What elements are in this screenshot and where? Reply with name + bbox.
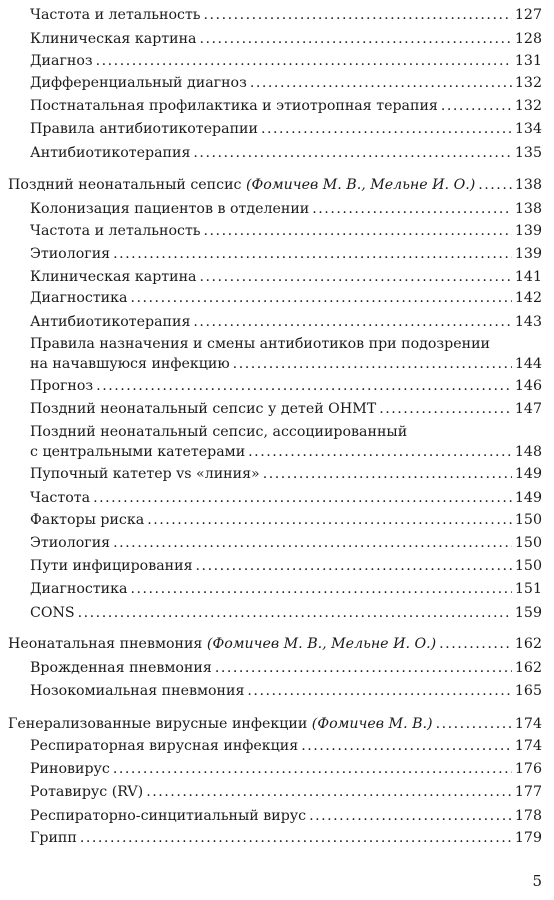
toc-entry-title-text: с центральными катетерами	[30, 444, 246, 460]
toc-entry-page: 150	[514, 558, 542, 574]
toc-entry-title-text: Риновирус	[30, 761, 110, 777]
toc-entry-title-text: Грипп	[30, 830, 77, 846]
toc-subentry[interactable]	[0, 463, 554, 485]
toc-section-entry[interactable]	[0, 633, 554, 655]
toc-entry-title	[30, 142, 190, 164]
toc-entry-page: 162	[514, 636, 542, 652]
toc-entry-title-text: Генерализованные вирусные инфекции	[8, 716, 308, 732]
dot-leader	[147, 509, 512, 531]
dot-leader	[193, 311, 512, 333]
toc-entry-title-text: Антибиотикотерапия	[30, 314, 191, 330]
toc-entry-title-text: Диагноз	[30, 53, 93, 69]
toc-entry-title	[30, 95, 438, 117]
toc-subentry[interactable]	[0, 198, 554, 220]
toc-entry-title	[30, 287, 127, 309]
toc-entry-line	[30, 578, 542, 600]
toc-entry-page: 147	[514, 401, 542, 417]
toc-subentry[interactable]	[0, 353, 554, 375]
toc-entry-title-text: Ротавирус (RV)	[30, 784, 144, 800]
toc-entry-title	[30, 487, 90, 509]
toc-entry-title-text: Нозокомиальная пневмония	[30, 683, 245, 699]
dot-leader	[130, 287, 511, 309]
toc-entry-title	[30, 657, 212, 679]
toc-subentry[interactable]	[0, 72, 554, 94]
toc-subentry[interactable]	[0, 578, 554, 600]
toc-entry-page: 177	[514, 784, 542, 800]
toc-entry-page: 139	[514, 223, 542, 239]
toc-entry-title-text: Клиническая картина	[30, 269, 197, 285]
toc-entry-line	[30, 441, 542, 463]
toc-entry-title-text: Правила антибиотикотерапии	[30, 121, 258, 137]
toc-entry-line	[30, 781, 542, 803]
toc-subentry[interactable]	[0, 735, 554, 757]
toc-entry-page: 143	[514, 314, 542, 330]
toc-entry-title-text: Прогноз	[30, 378, 94, 394]
toc-subentry[interactable]	[0, 142, 554, 164]
toc-subentry[interactable]	[0, 95, 554, 117]
toc-entry-line	[30, 398, 542, 420]
toc-entry-line	[30, 4, 542, 26]
toc-entry-title	[30, 680, 244, 702]
toc-entry-line	[30, 509, 542, 531]
toc-entry-page: 149	[514, 490, 542, 506]
toc-subentry[interactable]	[0, 220, 554, 242]
toc-entry-page: 174	[514, 716, 542, 732]
dot-leader	[309, 805, 512, 827]
toc-subentry[interactable]	[0, 781, 554, 803]
toc-subentry[interactable]	[0, 118, 554, 140]
toc-entry-page: 142	[514, 290, 542, 306]
toc-entry-title	[30, 353, 230, 375]
dot-leader	[196, 555, 512, 577]
toc-entry-line	[30, 353, 542, 375]
toc-entry-title	[30, 532, 110, 554]
dot-leader	[250, 72, 512, 94]
toc-entry-title	[30, 805, 306, 827]
toc-entry-line	[30, 555, 542, 577]
toc-entry-title-text: Этиология	[30, 535, 111, 551]
toc-entry-title	[30, 735, 298, 757]
dot-leader	[113, 532, 512, 554]
toc-entry-title-text: Антибиотикотерапия	[30, 145, 191, 161]
toc-subentry[interactable]	[0, 555, 554, 577]
toc-entry-title-text: Частота и летальность	[30, 223, 201, 239]
toc-entry-page: 132	[514, 75, 542, 91]
dot-leader	[146, 781, 512, 803]
toc-entry-line	[30, 72, 542, 94]
toc-entry-title-text: Колонизация пациентов в отделении	[30, 201, 310, 217]
toc-entry-page: 150	[514, 512, 542, 528]
toc-entry-title	[30, 509, 144, 531]
toc-entry-line	[30, 266, 542, 288]
toc-subentry[interactable]	[0, 287, 554, 309]
toc-entry-line	[30, 311, 542, 333]
toc-entry-page: 139	[514, 246, 542, 262]
dot-leader	[263, 463, 512, 485]
dot-leader	[96, 50, 512, 72]
toc-entry-line	[30, 602, 542, 624]
toc-entry-title	[30, 118, 258, 140]
toc-entry-line	[30, 532, 542, 554]
page-number: 5	[532, 872, 542, 890]
dot-leader	[204, 220, 512, 242]
toc-subentry[interactable]	[0, 827, 554, 849]
toc-entry-title-text: Частота и летальность	[30, 7, 201, 23]
toc-entry-title-text: Пупочный катетер vs «линия»	[30, 466, 260, 482]
toc-entry-title-text: CONS	[30, 605, 75, 621]
toc-entry-page: 131	[514, 53, 542, 69]
toc-entry-title-text: Частота	[30, 490, 91, 506]
toc-entry-page: 134	[514, 121, 542, 137]
toc-entry-page: 148	[514, 444, 542, 460]
toc-entry-line	[30, 827, 542, 849]
toc-entry-title-text: Факторы риска	[30, 512, 145, 528]
toc-entry-line	[30, 758, 542, 780]
toc-entry-title	[30, 243, 110, 265]
toc-entry-title	[30, 375, 93, 397]
dot-leader	[113, 243, 512, 265]
toc-entry-title	[30, 28, 197, 50]
toc-entry-line	[30, 680, 542, 702]
toc-entry-title-text: Дифференциальный диагноз	[30, 75, 247, 91]
toc-subentry[interactable]	[0, 311, 554, 333]
toc-entry-line	[8, 713, 542, 735]
toc-entry-title	[30, 578, 127, 600]
toc-entry-title	[30, 198, 309, 220]
dot-leader	[436, 713, 512, 735]
toc-entry-title-text: Клиническая картина	[30, 31, 197, 47]
dot-leader	[200, 28, 512, 50]
toc-entry-line	[30, 463, 542, 485]
toc-entry-line	[30, 95, 542, 117]
toc-entry-title-text: Неонатальная пневмония	[8, 636, 203, 652]
toc-subentry[interactable]	[0, 4, 554, 26]
toc-entry-page: 138	[514, 177, 542, 193]
dot-leader	[248, 441, 512, 463]
dot-leader	[439, 633, 512, 655]
dot-leader	[78, 602, 512, 624]
toc-entry-line	[30, 118, 542, 140]
toc-entry-title-text: Респираторная вирусная инфекция	[30, 738, 299, 754]
toc-subentry[interactable]	[0, 375, 554, 397]
toc-entry-title	[30, 758, 110, 780]
toc-entry-page: 146	[514, 378, 542, 394]
toc-entry-page: 144	[514, 356, 542, 372]
dot-leader	[93, 487, 512, 509]
toc-entry-title-text: Пути инфицирования	[30, 558, 193, 574]
toc-subentry[interactable]	[0, 532, 554, 554]
toc-entry-title	[8, 633, 436, 655]
toc-entry-line	[30, 805, 542, 827]
dot-leader	[96, 375, 512, 397]
dot-leader	[130, 578, 511, 600]
toc-entry-page: 159	[514, 605, 542, 621]
toc-entry-title-line1: Правила назначения и смены антибиотиков при подозрении	[30, 336, 490, 352]
toc-entry-line	[30, 375, 542, 397]
toc-section-entry[interactable]	[0, 174, 554, 196]
toc-entry-title	[30, 398, 376, 420]
dot-leader	[215, 657, 512, 679]
toc-subentry[interactable]	[0, 441, 554, 463]
toc-entry-title-text: Респираторно-синцитиальный вирус	[30, 808, 307, 824]
toc-entry-page: 178	[514, 808, 542, 824]
dot-leader	[204, 4, 512, 26]
toc-entry-title	[8, 174, 475, 196]
toc-entry-page: 162	[514, 660, 542, 676]
toc-subentry[interactable]	[0, 805, 554, 827]
toc-entry-line	[30, 50, 542, 72]
toc-entry-authors: (Фомичев М. В.)	[311, 716, 433, 732]
dot-leader	[379, 398, 512, 420]
toc-entry-line	[30, 198, 542, 220]
toc-entry-title	[30, 50, 93, 72]
toc-subentry[interactable]	[0, 487, 554, 509]
toc-subentry[interactable]	[0, 509, 554, 531]
toc-subentry[interactable]	[0, 758, 554, 780]
dot-leader	[478, 174, 512, 196]
toc-entry-title	[30, 463, 260, 485]
toc-subentry[interactable]	[0, 28, 554, 50]
toc-entry-page: 165	[514, 683, 542, 699]
toc-subentry[interactable]	[0, 680, 554, 702]
toc-entry-line	[8, 174, 542, 196]
toc-entry-title	[30, 441, 245, 463]
dot-leader	[233, 353, 512, 375]
toc-entry-title-text: Поздний неонатальный сепсис у детей ОНМТ	[30, 401, 377, 417]
toc-entry-line	[30, 287, 542, 309]
toc-entry-line	[8, 633, 542, 655]
toc-entry-line	[30, 243, 542, 265]
toc-entry-line	[30, 735, 542, 757]
toc-entry-line	[30, 657, 542, 679]
toc-entry-title-text: на начавшуюся инфекцию	[30, 356, 230, 372]
toc-entry-title-text: Постнатальная профилактика и этиотропная терапия	[30, 98, 438, 114]
toc-subentry[interactable]	[0, 266, 554, 288]
toc-subentry[interactable]	[0, 657, 554, 679]
toc-entry-title	[30, 220, 201, 242]
toc-entry-title	[30, 72, 247, 94]
toc-entry-page: 179	[514, 830, 542, 846]
dot-leader	[113, 758, 512, 780]
toc-entry-title-text: Диагностика	[30, 290, 128, 306]
toc-entry-title	[30, 4, 201, 26]
toc-entry-title-text: Врожденная пневмония	[30, 660, 212, 676]
toc-entry-title-text: Этиология	[30, 246, 111, 262]
toc-entry-page: 174	[514, 738, 542, 754]
toc-section-entry[interactable]	[0, 713, 554, 735]
toc-entry-line	[30, 28, 542, 50]
toc-entry-page: 150	[514, 535, 542, 551]
toc-entry-line	[30, 142, 542, 164]
toc-entry-page: 127	[514, 7, 542, 23]
dot-leader	[80, 827, 512, 849]
toc-entry-title	[30, 311, 190, 333]
toc-entry-title	[30, 827, 77, 849]
toc-entry-page: 149	[514, 466, 542, 482]
dot-leader	[441, 95, 512, 117]
toc-entry-title	[8, 713, 433, 735]
toc-entry-authors: (Фомичев М. В., Мельне И. О.)	[206, 636, 437, 652]
toc-entry-authors: (Фомичев М. В., Мельне И. О.)	[246, 177, 476, 193]
dot-leader	[261, 118, 512, 140]
toc-entry-title-line1: Поздний неонатальный сепсис, ассоциированный	[30, 424, 408, 440]
toc-entry-page: 176	[514, 761, 542, 777]
dot-leader	[247, 680, 512, 702]
toc-entry-line	[30, 220, 542, 242]
toc-entry-title	[30, 602, 75, 624]
toc-subentry[interactable]	[0, 398, 554, 420]
toc-entry-page: 132	[514, 98, 542, 114]
toc-entry-title	[30, 266, 197, 288]
toc-subentry[interactable]	[0, 243, 554, 265]
dot-leader	[301, 735, 512, 757]
toc-entry-page: 151	[514, 581, 542, 597]
toc-entry-title	[30, 781, 143, 803]
dot-leader	[200, 266, 512, 288]
toc-subentry[interactable]	[0, 602, 554, 624]
dot-leader	[193, 142, 512, 164]
toc-subentry[interactable]	[0, 50, 554, 72]
toc-entry-page: 135	[514, 145, 542, 161]
toc-entry-title	[30, 555, 193, 577]
toc-entry-page: 138	[514, 201, 542, 217]
toc-entry-page: 141	[514, 269, 542, 285]
toc-entry-title-text: Поздний неонатальный сепсис	[8, 177, 242, 193]
toc-entry-page: 128	[514, 31, 542, 47]
toc-entry-line	[30, 487, 542, 509]
toc-entry-title-text: Диагностика	[30, 581, 128, 597]
dot-leader	[312, 198, 512, 220]
